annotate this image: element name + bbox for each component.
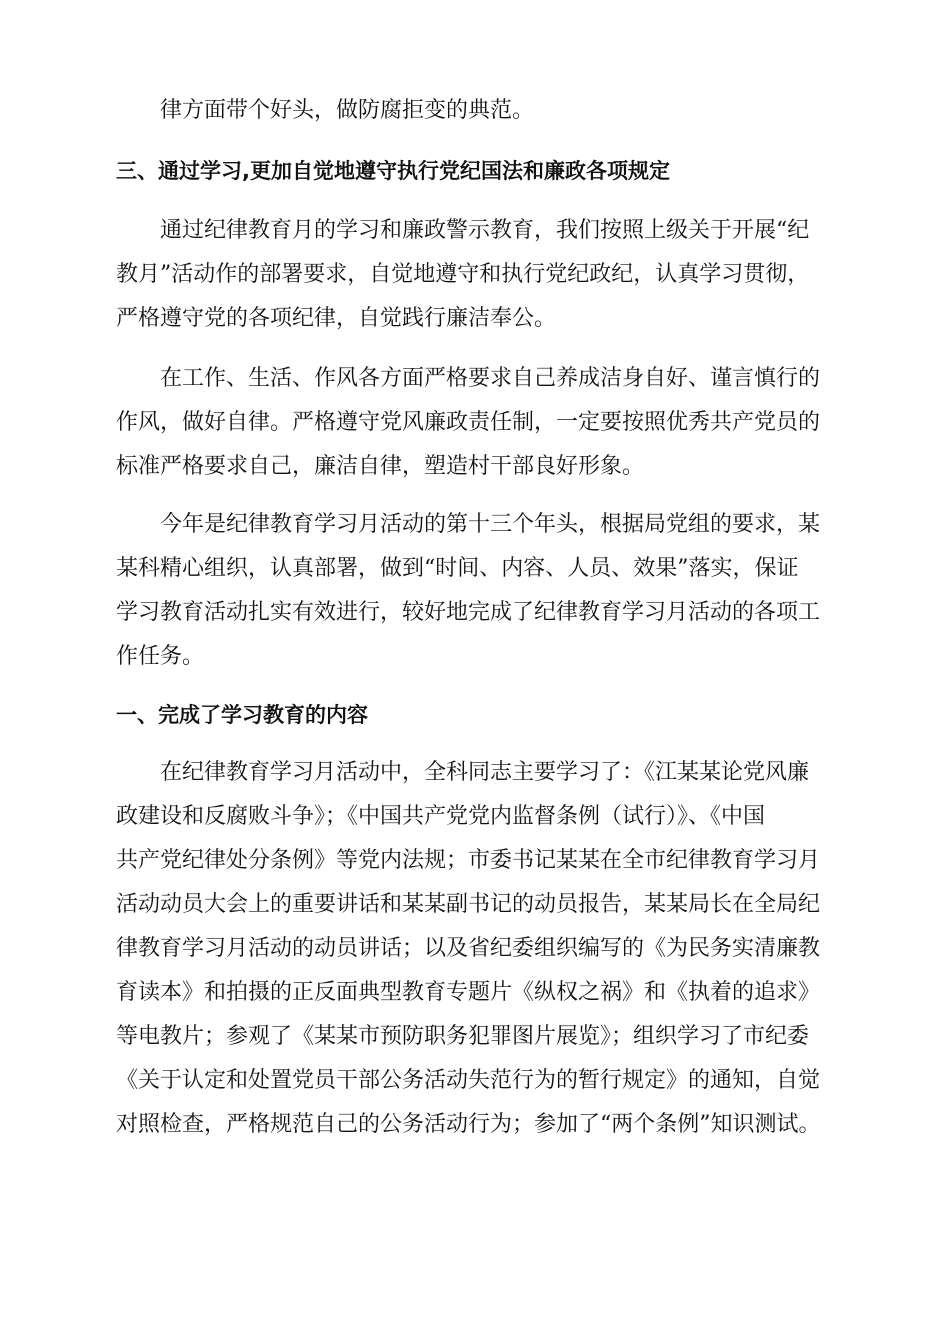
paragraph-line: 通过纪律教育月的学习和廉政警示教育，我们按照上级关于开展“纪 (160, 218, 810, 243)
paragraph-line: 学习教育活动扎实有效进行，较好地完成了纪律教育学习月活动的各项工 (116, 600, 821, 625)
paragraph-line: 今年是纪律教育学习月活动的第十三个年头，根据局党组的要求，某 (160, 512, 821, 537)
paragraph-line: 律方面带个好头，做防腐拒变的典范。 (160, 98, 535, 123)
paragraph-line: 标准严格要求自己，廉洁自律，塑造村干部良好形象。 (116, 454, 645, 479)
paragraph-line: 对照检查，严格规范自己的公务活动行为；参加了“两个条例”知识测试。 (116, 1112, 821, 1137)
paragraph-line: 某科精心组织，认真部署，做到“时间、内容、人员、效果”落实，保证 (116, 556, 799, 581)
paragraph-line: 律教育学习月活动的动员讲话；以及省纪委组织编写的《为民务实清廉教 (116, 936, 821, 961)
paragraph-line: 在纪律教育学习月活动中，全科同志主要学习了：《江某某论党风廉 (160, 760, 810, 785)
paragraph-line: 《关于认定和处置党员干部公务活动失范行为的暂行规定》的通知，自觉 (116, 1068, 821, 1093)
paragraph-line: 共产党纪律处分条例》等党内法规；市委书记某某在全市纪律教育学习月 (116, 848, 821, 873)
paragraph-line: 作任务。 (116, 644, 205, 669)
paragraph-line: 育读本》和拍摄的正反面典型教育专题片《纵权之祸》和《执着的追求》 (116, 980, 821, 1005)
paragraph-line: 政建设和反腐败斗争》；《中国共产党党内监督条例（试行）》、《中国 (116, 804, 766, 829)
paragraph-line: 教月”活动作的部署要求，自觉地遵守和执行党纪政纪，认真学习贯彻， (116, 262, 810, 287)
paragraph-line: 作风，做好自律。严格遵守党风廉政责任制，一定要按照优秀共产党员的 (116, 410, 821, 435)
paragraph-line: 严格遵守党的各项纪律，自觉践行廉洁奉公。 (116, 306, 557, 331)
paragraph-line: 在工作、生活、作风各方面严格要求自己养成洁身自好、谨言慎行的 (160, 366, 821, 391)
section-heading: 三、通过学习,更加自觉地遵守执行党纪国法和廉政各项规定 (116, 159, 670, 183)
section-heading: 一、完成了学习教育的内容 (116, 703, 368, 727)
paragraph-line: 活动动员大会上的重要讲话和某某副书记的动员报告，某某局长在全局纪 (116, 892, 821, 917)
paragraph-line: 等电教片；参观了《某某市预防职务犯罪图片展览》；组织学习了市纪委 (116, 1024, 810, 1049)
